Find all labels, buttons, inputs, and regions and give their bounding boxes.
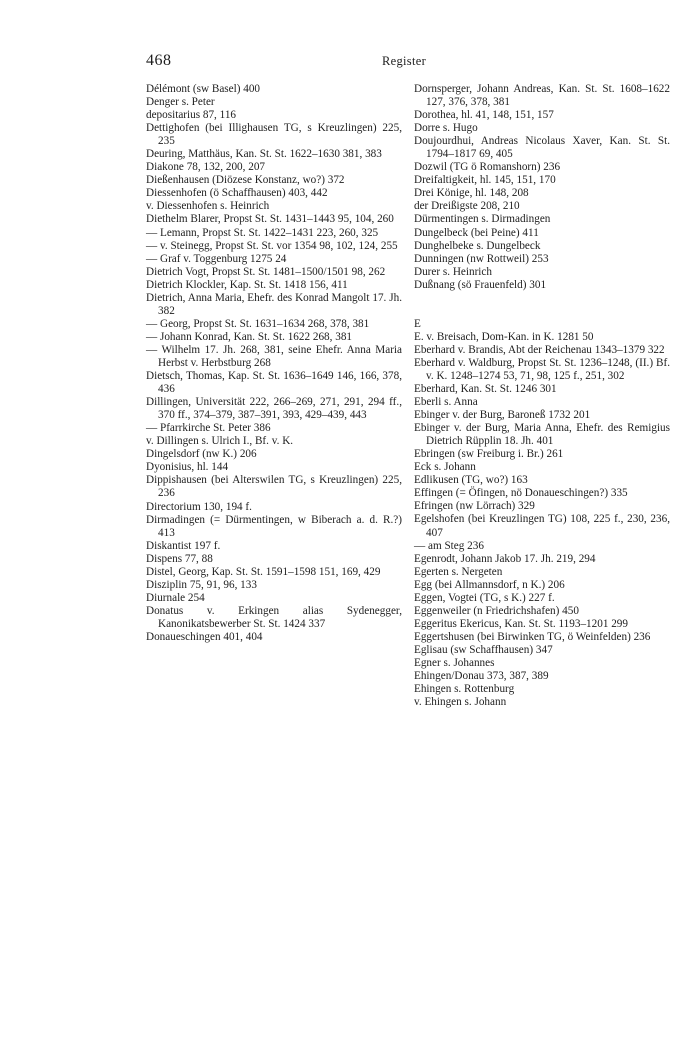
index-entry: Egelshofen (bei Kreuzlingen TG) 108, 225 f., 230, 236, 407 — [414, 513, 670, 539]
index-entry: v. Ehingen s. Johann — [414, 696, 507, 709]
index-entry: Dreifaltigkeit, hl. 145, 151, 170 — [414, 174, 556, 187]
index-section-e — [414, 331, 670, 709]
index-entry: — Graf v. Toggenburg 1275 24 — [146, 252, 287, 265]
index-entry: Ebringen (sw Freiburg i. Br.) 261 — [414, 448, 564, 461]
index-entry: — am Steg 236 — [414, 539, 484, 552]
index-entry: Egg (bei Allmannsdorf, n K.) 206 — [414, 578, 565, 591]
index-entry: Eck s. Johann — [414, 461, 476, 474]
index-entry: Dungelbeck (bei Peine) 411 — [414, 226, 539, 239]
index-column-right — [414, 83, 670, 709]
index-entry: Dozwil (TG ö Romanshorn) 236 — [414, 161, 561, 174]
index-entry: Donatus v. Erkingen alias Sydenegger, Kanonikatsbewerber St. St. 1424 337 — [146, 604, 402, 630]
index-entry: v. Diessenhofen s. Heinrich — [146, 200, 270, 213]
index-entry: Eberhard v. Waldburg, Propst St. St. 1236–1248, (II.) Bf. v. K. 1248–1274 53, 71, 98, 125 f., 251, 302 — [414, 356, 670, 382]
index-entry: Dorothea, hl. 41, 148, 151, 157 — [414, 109, 554, 122]
index-entry: Ebinger v. der Burg, Maria Anna, Ehefr. des Remigius Dietrich Rüpplin 18. Jh. 401 — [414, 422, 670, 448]
index-entry: Diurnale 254 — [146, 591, 205, 604]
index-column-left — [146, 83, 402, 644]
index-entry: depositarius 87, 116 — [146, 109, 237, 122]
index-entry: Dußnang (sö Frauenfeld) 301 — [414, 278, 547, 291]
index-entry: Dippishausen (bei Alterswilen TG, s Kreuzlingen) 225, 236 — [146, 474, 402, 500]
index-entry: Eglisau (sw Schaffhausen) 347 — [414, 643, 553, 656]
running-head: Register — [382, 54, 427, 68]
index-entry: Eberhard, Kan. St. St. 1246 301 — [414, 382, 557, 395]
index-entry: Egner s. Johannes — [414, 656, 495, 669]
index-entry: Dorre s. Hugo — [414, 122, 478, 135]
index-entry: Distel, Georg, Kap. St. St. 1591–1598 151, 169, 429 — [146, 565, 381, 578]
index-entry: E. v. Breisach, Dom-Kan. in K. 1281 50 — [414, 330, 594, 343]
index-entry: — v. Steinegg, Propst St. St. vor 1354 98, 102, 124, 255 — [146, 239, 398, 252]
index-entry: Diskantist 197 f. — [146, 539, 221, 552]
index-entry: Dietrich Klockler, Kap. St. St. 1418 156, 411 — [146, 278, 348, 291]
index-entry: Eberli s. Anna — [414, 396, 478, 409]
index-entry: Dettighofen (bei Illighausen TG, s Kreuzlingen) 225, 235 — [146, 122, 402, 148]
index-entry: Ebinger v. der Burg, Baroneß 1732 201 — [414, 409, 591, 422]
page-number: 468 — [146, 52, 172, 69]
index-entry: Edlikusen (TG, wo?) 163 — [414, 474, 528, 487]
index-entry: Dunningen (nw Rottweil) 253 — [414, 252, 549, 265]
index-entry: Dietrich, Anna Maria, Ehefr. des Konrad Mangolt 17. Jh. 382 — [146, 291, 402, 317]
index-entry: v. Dillingen s. Ulrich I., Bf. v. K. — [146, 435, 294, 448]
index-entry: Dießenhausen (Diözese Konstanz, wo?) 372 — [146, 174, 345, 187]
index-entry: Délémont (sw Basel) 400 — [146, 83, 261, 95]
index-entry: Drei Könige, hl. 148, 208 — [414, 187, 529, 200]
index-section-d — [414, 83, 670, 292]
index-entry: Eggen, Vogtei (TG, s K.) 227 f. — [414, 591, 555, 604]
index-entry: Dietrich Vogt, Propst St. St. 1481–1500/1501 98, 262 — [146, 265, 386, 278]
index-entry: Eggertshusen (bei Birwinken TG, ö Weinfelden) 236 — [414, 630, 651, 643]
index-entry: Diakone 78, 132, 200, 207 — [146, 161, 266, 174]
index-entry: Directorium 130, 194 f. — [146, 500, 252, 513]
index-entry: Egenrodt, Johann Jakob 17. Jh. 219, 294 — [414, 552, 596, 565]
index-entry: Eberhard v. Brandis, Abt der Reichenau 1343–1379 322 — [414, 343, 665, 356]
index-entry: Dornsperger, Johann Andreas, Kan. St. St. 1608–1622 127, 376, 378, 381 — [414, 83, 670, 109]
index-entry: Donaueschingen 401, 404 — [146, 630, 263, 643]
index-entry: — Johann Konrad, Kan. St. St. 1622 268, 381 — [146, 330, 353, 343]
section-letter: E — [414, 317, 421, 330]
index-entry: Ehingen s. Rottenburg — [414, 683, 515, 696]
index-entry: Denger s. Peter — [146, 96, 215, 109]
index-entry: — Georg, Propst St. St. 1631–1634 268, 378, 381 — [146, 317, 370, 330]
index-entry: Dunghelbeke s. Dungelbeck — [414, 239, 541, 252]
index-entry: Diessenhofen (ö Schaffhausen) 403, 442 — [146, 187, 328, 200]
index-entry: — Pfarrkirche St. Peter 386 — [146, 422, 271, 435]
index-entry: — Lemann, Propst St. St. 1422–1431 223, 260, 325 — [146, 226, 379, 239]
index-entry: Eggeritus Ekericus, Kan. St. St. 1193–1201 299 — [414, 617, 628, 630]
index-entry: Diethelm Blarer, Propst St. St. 1431–1443 95, 104, 260 — [146, 213, 394, 226]
index-entry: Dispens 77, 88 — [146, 552, 213, 565]
index-entry: Efringen (nw Lörrach) 329 — [414, 500, 535, 513]
index-entry: Durer s. Heinrich — [414, 265, 492, 278]
index-entry: Eggenweiler (n Friedrichshafen) 450 — [414, 604, 579, 617]
index-entry: Dillingen, Universität 222, 266–269, 271, 291, 294 ff., 370 ff., 374–379, 387–391, 393, 429–439, 443 — [146, 396, 402, 422]
index-entry: Effingen (= Öfingen, nö Donaueschingen?) 335 — [414, 487, 628, 500]
index-entry: Ehingen/Donau 373, 387, 389 — [414, 670, 549, 683]
index-entry: Dyonisius, hl. 144 — [146, 461, 229, 474]
index-entry: Deuring, Matthäus, Kan. St. St. 1622–1630 381, 383 — [146, 148, 382, 161]
index-entry: Dirmadingen (= Dürmentingen, w Biberach a. d. R.?) 413 — [146, 513, 402, 539]
index-entry: Doujourdhui, Andreas Nicolaus Xaver, Kan. St. St. 1794–1817 69, 405 — [414, 135, 670, 161]
index-entry: der Dreißigste 208, 210 — [414, 200, 520, 213]
index-entry: Egerten s. Nergeten — [414, 565, 503, 578]
index-entry: Dürmentingen s. Dirmadingen — [414, 213, 551, 226]
index-entry: Dingelsdorf (nw K.) 206 — [146, 448, 257, 461]
index-entry: — Wilhelm 17. Jh. 268, 381, seine Ehefr. Anna Maria Herbst v. Herbstburg 268 — [146, 343, 402, 369]
index-entry: Disziplin 75, 91, 96, 133 — [146, 578, 257, 591]
index-entry: Dietsch, Thomas, Kap. St. St. 1636–1649 146, 166, 378, 436 — [146, 370, 402, 396]
